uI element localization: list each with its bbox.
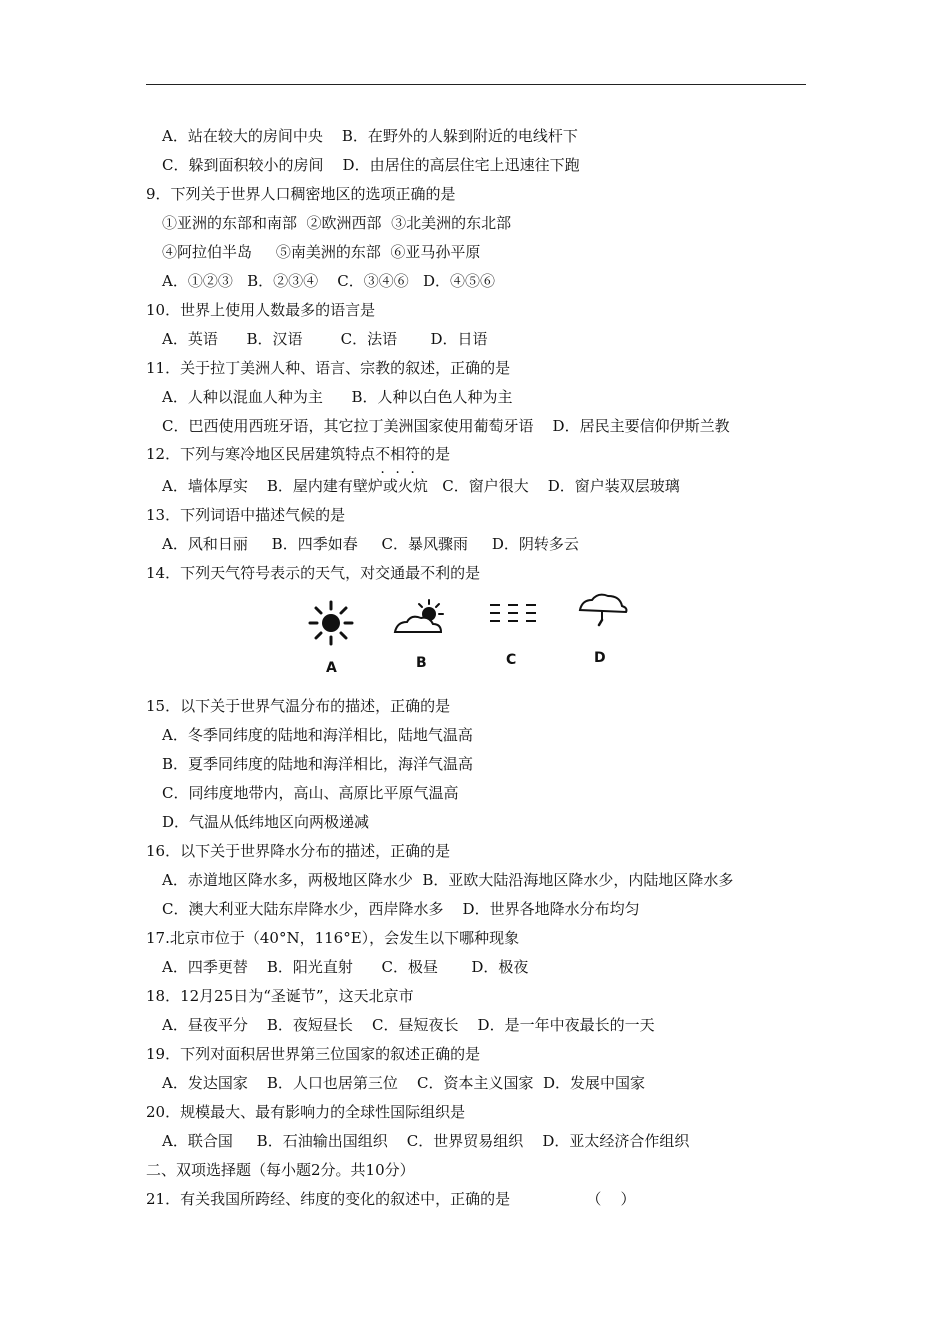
q15-option-c: C．同纬度地带内，高山、高原比平原气温高 <box>162 784 459 802</box>
emphasis-char-1: 不 <box>375 445 391 463</box>
weather-symbols-figure <box>296 590 646 685</box>
q15-option-d: D．气温从低纬地区向两极递减 <box>162 813 370 831</box>
q9-stem: 9．下列关于世界人口稠密地区的选项正确的是 <box>146 185 456 203</box>
rain-cloud-icon <box>576 590 631 634</box>
q16-options-row-2: C．澳大利亚大陆东岸降水少，西岸降水多 D．世界各地降水分布均匀 <box>162 900 640 918</box>
emphasis-char-2: 相 <box>390 445 406 463</box>
q18-stem: 18．12月25日为“圣诞节”，这天北京市 <box>146 987 414 1005</box>
q21-stem: 21．有关我国所跨经、纬度的变化的叙述中，正确的是 （ ） <box>146 1190 636 1208</box>
partly-cloudy-icon <box>391 598 451 642</box>
q12-stem <box>146 444 450 464</box>
header-rule <box>146 84 806 85</box>
q11-options-row-1: A．人种以混血人种为主 B．人种以白色人种为主 <box>162 388 513 406</box>
q11-stem: 11．关于拉丁美洲人种、语言、宗教的叙述，正确的是 <box>146 359 511 377</box>
q15-option-b: B．夏季同纬度的陆地和海洋相比，海洋气温高 <box>162 755 474 773</box>
sun-icon <box>306 598 356 652</box>
q15-stem: 15．以下关于世界气温分布的描述，正确的是 <box>146 697 451 715</box>
q9-items-row-2: ④阿拉伯半岛 ⑤南美洲的东部 ⑥亚马孙平原 <box>162 243 481 261</box>
icon-label-a: A <box>326 660 337 676</box>
q20-stem: 20．规模最大、最有影响力的全球性国际组织是 <box>146 1103 466 1121</box>
q16-options-row-1: A．赤道地区降水多，两极地区降水少 B．亚欧大陆沿海地区降水少，内陆地区降水多 <box>162 871 734 889</box>
q12-options: A．墙体厚实 B．屋内建有壁炉或火炕 C．窗户很大 D．窗户装双层玻璃 <box>162 477 680 495</box>
q17-options: A．四季更替 B．阳光直射 C．极昼 D．极夜 <box>162 958 529 976</box>
q19-options: A．发达国家 B．人口也居第三位 C．资本主义国家 D．发展中国家 <box>162 1074 646 1092</box>
fog-icon <box>486 600 546 634</box>
icon-label-b: B <box>416 655 427 671</box>
section-2-heading: 二、双项选择题（每小题2分。共10分） <box>146 1161 415 1179</box>
q19-stem: 19．下列对面积居世界第三位国家的叙述正确的是 <box>146 1045 481 1063</box>
q12-stem-tail: 的是 <box>420 445 451 463</box>
q13-stem: 13．下列词语中描述气候的是 <box>146 506 346 524</box>
q11-options-row-2: C．巴西使用西班牙语，其它拉丁美洲国家使用葡萄牙语 D．居民主要信仰伊斯兰教 <box>162 417 730 435</box>
q13-options: A．风和日丽 B．四季如春 C．暴风骤雨 D．阴转多云 <box>162 535 579 553</box>
q9-options: A．①②③ B．②③④ C．③④⑥ D．④⑤⑥ <box>162 272 496 290</box>
emphasis-char-3: 符 <box>405 445 421 463</box>
q16-stem: 16．以下关于世界降水分布的描述，正确的是 <box>146 842 451 860</box>
q20-options: A．联合国 B．石油输出国组织 C．世界贸易组织 D．亚太经济合作组织 <box>162 1132 690 1150</box>
q17-stem: 17.北京市位于（40°N，116°E），会发生以下哪种现象 <box>146 929 520 947</box>
q8-options-row-1: A．站在较大的房间中央 B．在野外的人躲到附近的电线杆下 <box>162 127 578 145</box>
q18-options: A．昼夜平分 B．夜短昼长 C．昼短夜长 D．是一年中夜最长的一天 <box>162 1016 655 1034</box>
icon-label-d: D <box>594 650 606 666</box>
q8-options-row-2: C．躲到面积较小的房间 D．由居住的高层住宅上迅速往下跑 <box>162 156 580 174</box>
q12-stem-head: 12．下列与寒冷地区民居建筑特点 <box>146 445 376 463</box>
q10-stem: 10．世界上使用人数最多的语言是 <box>146 301 376 319</box>
q14-stem: 14．下列天气符号表示的天气，对交通最不利的是 <box>146 564 481 582</box>
q10-options: A．英语 B．汉语 C．法语 D．日语 <box>162 330 488 348</box>
q9-items-row-1: ①亚洲的东部和南部 ②欧洲西部 ③北美洲的东北部 <box>162 214 512 232</box>
icon-label-c: C <box>506 652 517 668</box>
q15-option-a: A．冬季同纬度的陆地和海洋相比，陆地气温高 <box>162 726 473 744</box>
